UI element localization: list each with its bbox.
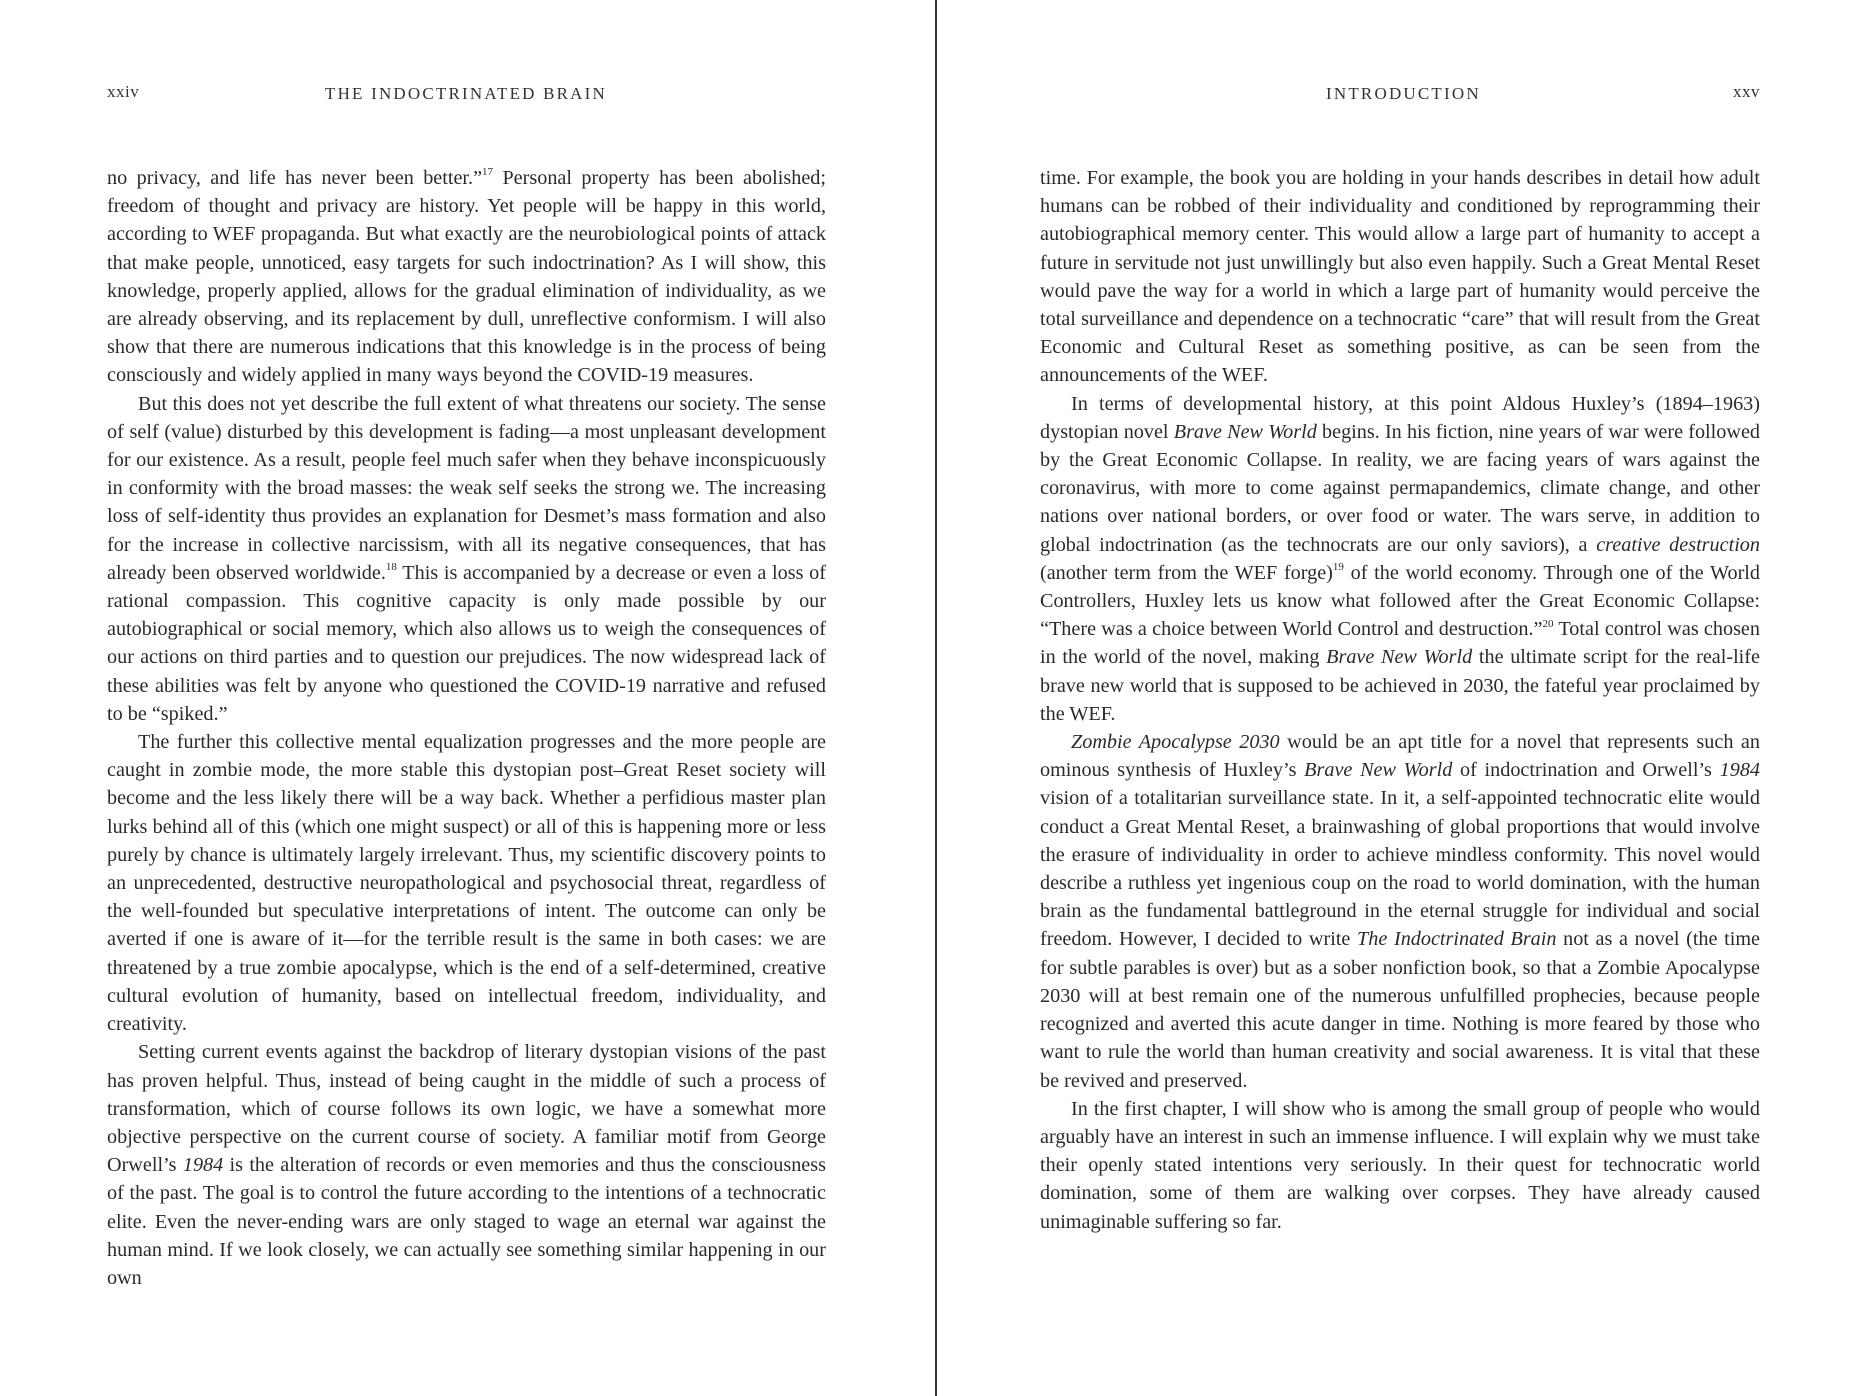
text-run: But this does not yet describe the full extent of what threatens our society. The sense of self (value) disturbed by this development is fading—a most unpleasant development for our existence. As a result, people feel much safer when they behave inconspicuously in conformity with the broad masses: the weak self seeks the strong we. The increasing loss of self-identity thus provides an explanation for Desmet’s mass formation and also for the increase in collective narcissism, with all its negative consequences, that has already been observed worldwide. — [107, 392, 826, 584]
text-run: no privacy, and life has never been better.” — [107, 167, 483, 189]
text-run: In the first chapter, I will show who is among the small group of people who would arguably have an interest in such an immense influence. I will explain why we must take their openly stated intentions very seriously. In their quest for technocratic world domination, some of them are walking over corpses. They have already caused unimaginable suffering so far. — [1040, 1097, 1760, 1233]
text-run: of the world economy. Through one of the World Controllers, Huxley lets us know what followed after the Great Economic Collapse: “There was a choice between World Control and destruction.” — [1040, 561, 1761, 641]
text-run: would be an apt title for a novel that represents such an ominous synthesis of Huxley’s — [1040, 731, 1760, 782]
page-number: xxv — [1733, 82, 1760, 101]
body-text — [1040, 164, 1760, 1236]
italic-text: 1984 — [1719, 759, 1760, 782]
footnote-ref: 17 — [482, 166, 494, 179]
text-run: This is accompanied by a decrease or even a loss of rational compassion. This cognitive capacity is only made possible by our autobiographical or social memory, which also allows us to weigh the consequences of our actions on third parties and to question our prejudices. The now widespread lack of these abilities was felt by anyone who questioned the COVID-19 narrative and refused to be “spiked.” — [107, 561, 826, 725]
text-run: Personal property has been abolished; freedom of thought and privacy are history. Yet people will be happy in this world, according to WEF propaganda. But what exactly are the neurobiological points of attack that make people, unnoticed, easy targets for such indoctrination? As I will show, this knowledge, properly applied, allows for the gradual elimination of individuality, as we are already observing, and its replacement by dull, unreflective conformism. I will also show that there are numerous indications that this knowledge is in the process of being consciously and widely applied in many ways beyond the COVID-19 measures. — [107, 167, 826, 387]
text-run: Setting current events against the backdrop of literary dystopian visions of the past has proven helpful. Thus, instead of being caught in the middle of such a process of transformation, which of course follows its own logic, we have a somewhat more objective perspective on the current course of society. A familiar motif from George Orwell’s — [107, 1041, 826, 1177]
text-run: begins. In his fiction, nine years of war were followed by the Great Economic Collapse. In reality, we are facing years of wars against the coronavirus, with more to come against permapandemics, climate change, and other nations over national borders, or over food or water. The wars serve, in addition to global indoctrination (as the technocrats are our only saviors), a — [1040, 420, 1760, 556]
italic-text: 1984 — [182, 1154, 224, 1177]
paragraph — [107, 728, 826, 1038]
footnote-ref: 20 — [1542, 617, 1554, 630]
paragraph — [107, 1038, 826, 1292]
footnote-ref: 19 — [1332, 561, 1344, 574]
text-run: vision of a totalitarian surveillance state. In it, a self-appointed technocratic elite would conduct a Great Mental Reset, a brainwashing of global proportions that would involve the erasure of individuality in order to achieve mindless conformity. This novel would describe a ruthless yet ingenious coup on the road to world domination, with the human brain as the fundamental battleground in the eternal struggle for individual and social freedom. However, I decided to write — [1040, 787, 1760, 951]
text-run: (another term from the WEF forge) — [1040, 561, 1333, 584]
paragraph — [107, 390, 826, 728]
italic-text: Brave New World — [1173, 420, 1317, 443]
italic-text: Brave New World — [1304, 759, 1453, 782]
paragraph — [1040, 1095, 1760, 1236]
paragraph — [1040, 390, 1760, 728]
footnote-ref: 18 — [385, 561, 397, 574]
italic-text: Brave New World — [1326, 646, 1473, 669]
body-text — [107, 164, 826, 1292]
text-run: Total control was chosen in the world of the novel, making — [1040, 618, 1760, 669]
running-head: THE INDOCTRINATED BRAIN — [325, 84, 607, 103]
paragraph — [107, 164, 826, 390]
running-head: INTRODUCTION — [1326, 84, 1481, 103]
text-run: is the alteration of records or even memories and thus the consciousness of the past. The goal is to control the future according to the intentions of a technocratic elite. Even the never-ending wars are only staged to wage an eternal war against the human mind. If we look closely, we can actually see something similar happening in our own — [107, 1154, 826, 1289]
text-run: time. For example, the book you are holding in your hands describes in detail how adult humans can be robbed of their individuality and conditioned by reprogramming their autobiographical memory center. This would allow a large part of humanity to accept a future in servitude not just unwillingly but also even happily. Such a Great Mental Reset would pave the way for a world in which a large part of humanity would perceive the total surveillance and dependence on a technocratic “care” that will result from the Great Economic and Cultural Reset as something positive, as can be seen from the announcements of the WEF. — [1040, 167, 1760, 387]
italic-text: Zombie Apocalypse 2030 — [1071, 731, 1280, 754]
right-page — [938, 0, 1862, 1396]
text-run: of indoctrination and Orwell’s — [1452, 759, 1720, 782]
italic-text: creative destruction — [1596, 533, 1760, 556]
text-run: In terms of developmental history, at this point Aldous Huxley’s (1894–1963) dystopian novel — [1040, 392, 1760, 443]
page-gutter — [935, 0, 937, 1396]
paragraph — [1040, 728, 1760, 1095]
paragraph — [1040, 164, 1760, 390]
text-run: The further this collective mental equalization progresses and the more people are caught in zombie mode, the more stable this dystopian post–Great Reset society will become and the less likely there will be a way back. Whether a perfidious master plan lurks behind all of this (which one might suspect) or all of this is happening more or less purely by chance is ultimately largely irrelevant. Thus, my scientific discovery points to an unprecedented, destructive neuropathological and psychosocial threat, regardless of the well-founded but speculative interpretations of intent. The outcome can only be averted if one is aware of it—for the terrible result is the same in both cases: we are threatened by a true zombie apocalypse, which is the end of a self-determined, creative cultural evolution of humanity, based on intellectual freedom, individuality, and creativity. — [107, 731, 826, 1036]
text-run: the ultimate script for the real-life brave new world that is supposed to be achieved in 2030, the fateful year proclaimed by the WEF. — [1040, 646, 1760, 725]
text-run: not as a novel (the time for subtle parables is over) but as a sober nonfiction book, so that a Zombie Apocalypse 2030 will at best remain one of the numerous unfulfilled prophecies, because people recognized and averted this acute danger in time. Nothing is more feared by those who want to rule the world than human creativity and social awareness. It is vital that these be revived and preserved. — [1040, 928, 1761, 1092]
italic-text: The Indoctrinated Brain — [1357, 928, 1557, 951]
page-number: xxiv — [107, 82, 140, 101]
